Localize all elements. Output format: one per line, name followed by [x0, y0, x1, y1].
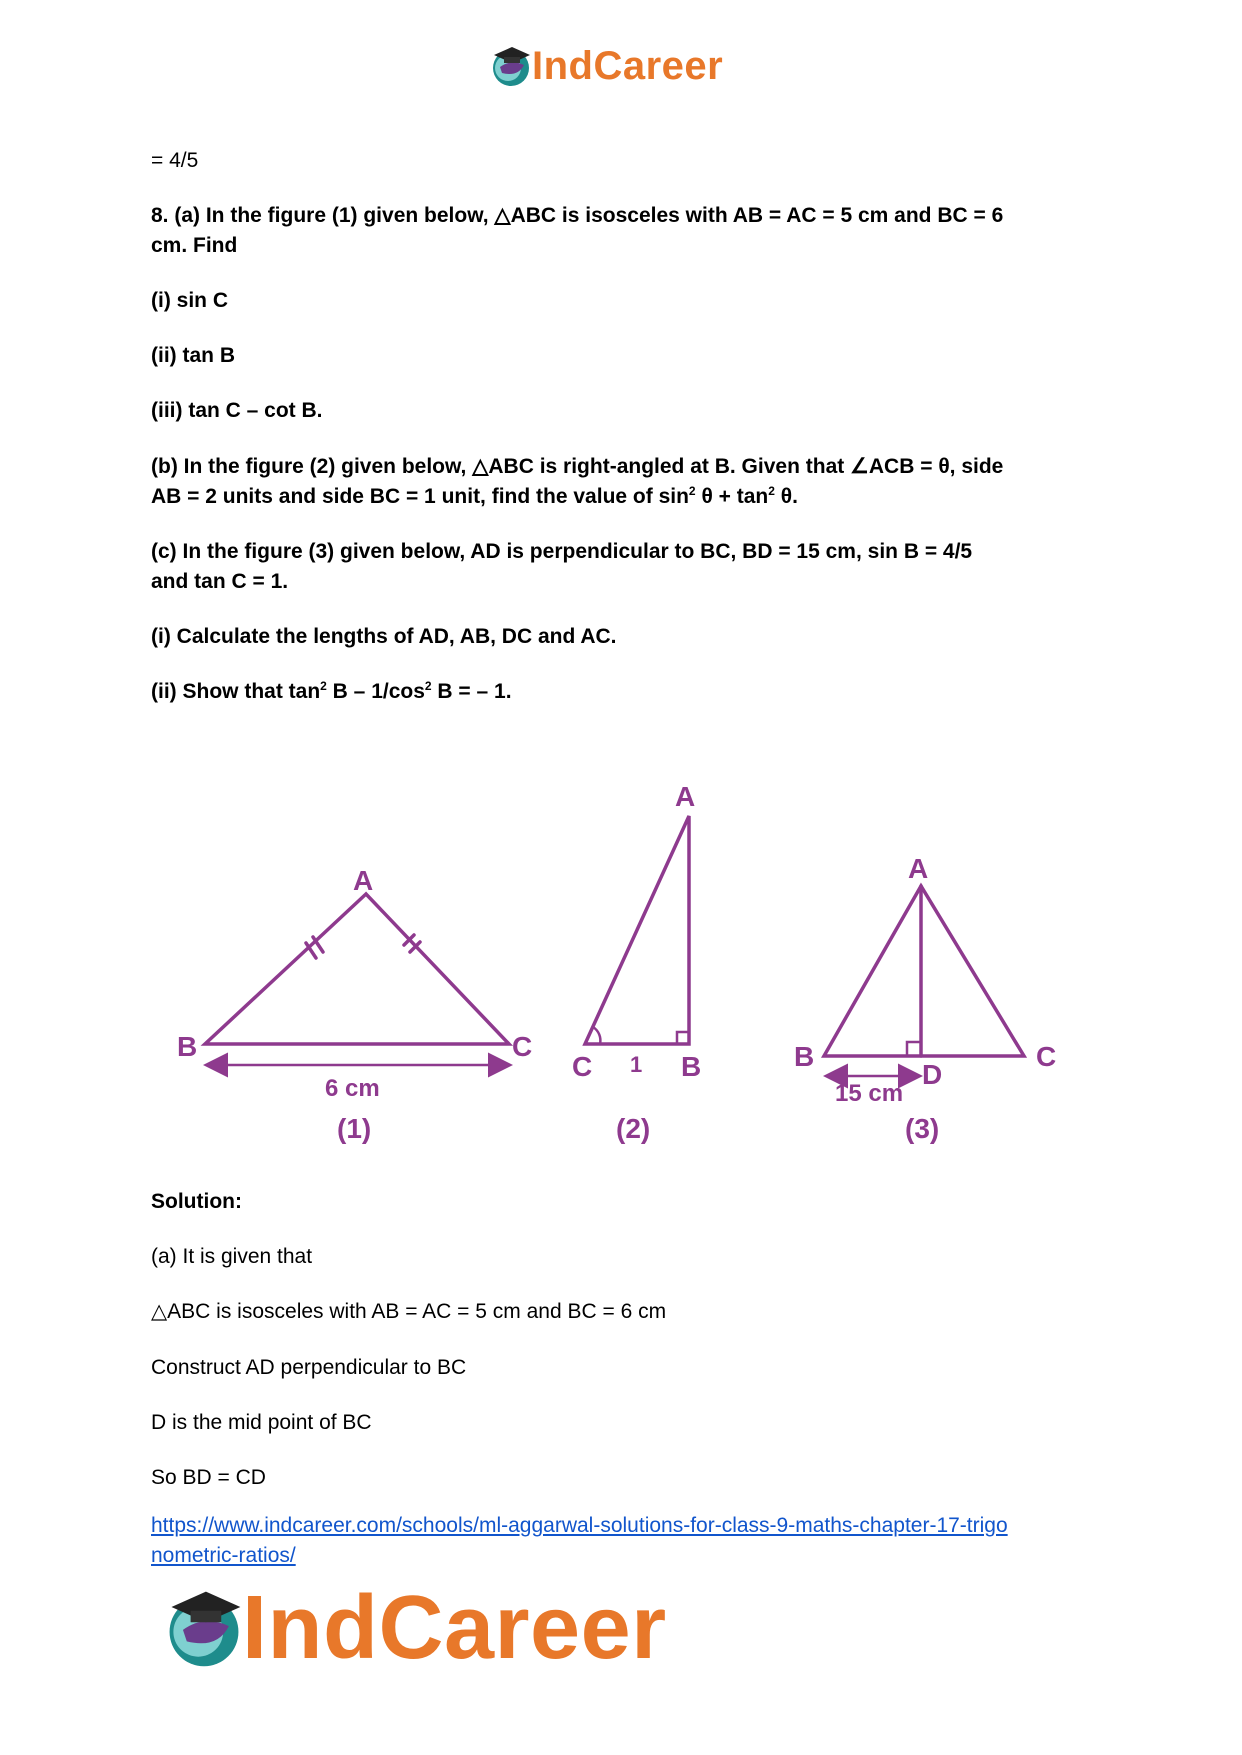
header-logo-text: IndCareer: [532, 44, 724, 88]
figure-2-triangle: [585, 816, 689, 1044]
graduation-cap-logo-icon: [160, 1584, 248, 1672]
figure-3-label-a: A: [908, 853, 929, 884]
question-8a-line-2: cm. Find: [151, 234, 238, 257]
figure-2-right-angle-mark: [677, 1032, 689, 1044]
footer-logo-text: IndCareer: [242, 1578, 667, 1678]
question-8a-part-i: (i) sin C: [151, 289, 228, 312]
figure-3-label-b: B: [794, 1041, 815, 1072]
solution-line: (a) It is given that: [151, 1245, 313, 1268]
text-line: = 4/5: [151, 149, 199, 172]
solution-line: So BD = CD: [151, 1466, 266, 1489]
figure-2-label-c: C: [572, 1051, 593, 1082]
figure-3-caption: (3): [905, 1113, 940, 1144]
figure-2-label-b: B: [681, 1051, 702, 1082]
solution-line: Construct AD perpendicular to BC: [151, 1356, 467, 1379]
question-8b-line-2: AB = 2 units and side BC = 1 unit, find the value of $\sin^2 \theta + \tan^2 \theta$.: [151, 484, 798, 508]
figure-2-label-a: A: [675, 781, 696, 812]
figure-3-label-c: C: [1036, 1041, 1057, 1072]
figure-1-label-a: A: [353, 865, 374, 896]
source-link-line-1[interactable]: https://www.indcareer.com/schools/ml-aggarwal-solutions-for-class-9-maths-chapter-17-trigo: [151, 1514, 1008, 1537]
footer-logo: [160, 1578, 667, 1678]
figure-3-bd-label: 15 cm: [835, 1080, 904, 1107]
figure-2-angle-arc: [593, 1027, 600, 1044]
source-link-line-2[interactable]: nometric-ratios/: [151, 1544, 296, 1567]
solution-heading: Solution:: [151, 1190, 242, 1213]
figure-1-triangle: [205, 894, 509, 1044]
question-8a-part-ii: (ii) tan B: [151, 344, 235, 367]
figure-3-triangle: [824, 886, 1024, 1056]
question-8a-part-iii: (iii) tan C – cot B.: [151, 399, 323, 422]
header-logo: [488, 40, 723, 92]
triangle-figures: [0, 760, 1242, 1160]
figure-1-label-c: C: [512, 1031, 533, 1062]
question-8c-line-2: and tan C = 1.: [151, 570, 289, 593]
question-8b-line-1: (b) In the figure (2) given below, △ABC is right-angled at B. Given that ∠ACB = θ, side: [151, 455, 1004, 478]
question-8c-part-i: (i) Calculate the lengths of AD, AB, DC and AC.: [151, 625, 617, 648]
solution-line: △ABC is isosceles with AB = AC = 5 cm and BC = 6 cm: [151, 1300, 667, 1323]
figure-3-right-angle-mark: [907, 1042, 921, 1056]
figure-2-caption: (2): [616, 1113, 651, 1144]
question-8c-line-1: (c) In the figure (3) given below, AD is perpendicular to BC, BD = 15 cm, sin B = 4/5: [151, 540, 973, 563]
figure-2-base-label: 1: [630, 1052, 643, 1077]
figure-3-label-d: D: [922, 1059, 943, 1090]
figure-1-base-label: 6 cm: [325, 1075, 380, 1102]
solution-line: D is the mid point of BC: [151, 1411, 372, 1434]
graduation-cap-logo-icon: [488, 43, 534, 89]
figure-1-caption: (1): [337, 1113, 372, 1144]
question-8a-line-1: 8. (a) In the figure (1) given below, △ABC is isosceles with AB = AC = 5 cm and BC = 6: [151, 204, 1004, 227]
figure-1-label-b: B: [177, 1031, 198, 1062]
question-8c-part-ii: (ii) Show that $\tan^2 B - 1/\cos^2$ B = – 1.: [151, 679, 512, 703]
